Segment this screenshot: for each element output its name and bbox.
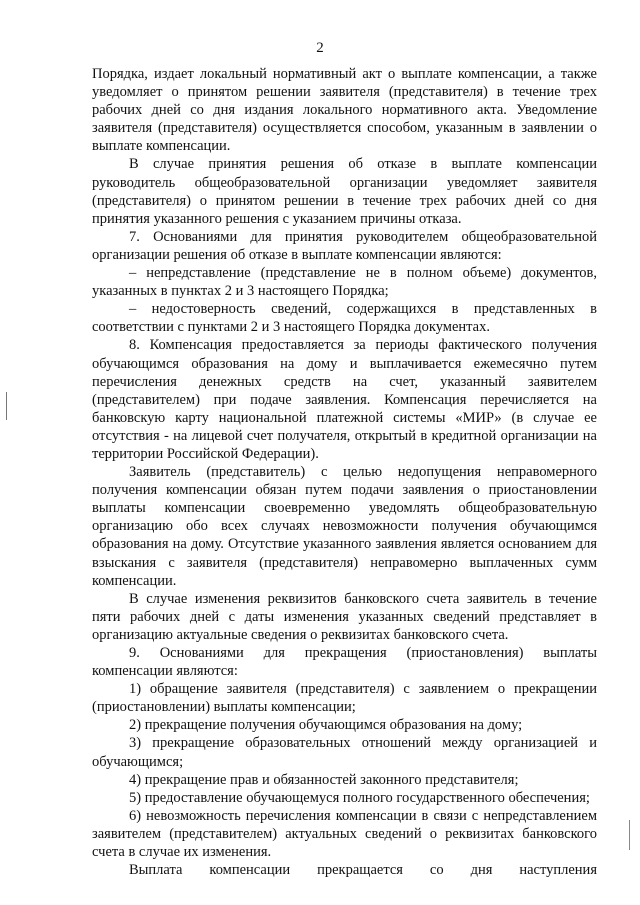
document-body <box>92 65 597 879</box>
scan-edge-mark-right <box>629 820 630 850</box>
paragraph-continuation: Порядка, издает локальный нормативный акт о выплате компенсации, а также уведомляет о принятом решении заявителя (представителя) в течение трех рабочих дней со дня издания локального нормативного акта. Уведомление заявителя (представителя) осуществляется способом, указанным в заявлении о выплате компенсации. <box>92 66 597 155</box>
list-item-2: 2) прекращение получения обучающимся образования на дому; <box>129 717 523 734</box>
list-item-3: 3) прекращение образовательных отношений между организацией и обучающимся; <box>92 735 597 770</box>
list-item-6: 6) невозможность перечисления компенсации в связи с непредставлением заявителем (представителем) актуальных сведений о реквизитах банковского счета в случае их изменения. <box>92 807 597 861</box>
list-item-4: 4) прекращение прав и обязанностей законного представителя; <box>129 771 519 788</box>
page-number: 2 <box>316 40 324 56</box>
paragraph-section-8: 8. Компенсация предоставляется за периоды фактического получения обучающимся образования на дому и выплачивается ежемесячно путем перечисления денежных средств на счет, указанный заявителем (представителем) при подаче заявления. Компенсация перечисляется на банковскую карту национальной платежной системы «МИР» (в случае ее отсутствия - на лицевой счет получателя, открытый в кредитной организации на территории Российской Федерации). <box>92 337 597 462</box>
list-item-non-submission: – непредставление (представление не в полном объеме) документов, указанных в пунктах 2 и 3 настоящего Порядка; <box>92 265 597 300</box>
scan-edge-mark <box>6 392 7 420</box>
paragraph-section-7: 7. Основаниями для принятия руководителем общеобразовательной организации решения об отказе в выплате компенсации являются: <box>92 228 597 263</box>
list-item-5: 5) предоставление обучающемуся полного государственного обеспечения; <box>129 789 590 806</box>
paragraph-section-9: 9. Основаниями для прекращения (приостановления) выплаты компенсации являются: <box>92 645 597 680</box>
paragraph-payment-termination: Выплата компенсации прекращается со дня наступления <box>129 862 597 879</box>
list-item-1: 1) обращение заявителя (представителя) с заявлением о прекращении (приостановлении) выплаты компенсации; <box>92 681 597 716</box>
paragraph-bank-details-change: В случае изменения реквизитов банковского счета заявитель в течение пяти рабочих дней с даты изменения указанных сведений представляет в организацию актуальные сведения о реквизитах банковского счета. <box>92 590 597 643</box>
paragraph-refusal-notice: В случае принятия решения об отказе в выплате компенсации руководитель общеобразовательной организации уведомляет заявителя (представителя) о принятом решении в течение трех рабочих дней со дня принятия указанного решения с указанием причины отказа. <box>92 156 597 227</box>
list-item-unreliable-info: – недостоверность сведений, содержащихся в представленных в соответствии с пунктами 2 и 3 настоящего Порядка документах. <box>92 301 597 336</box>
paragraph-applicant-obligation: Заявитель (представитель) с целью недопущения неправомерного получения компенсации обязан путем подачи заявления о приостановлении выплаты компенсации своевременно уведомлять общеобразовательную организацию обо всех случаях невозможности получения обучающимся образования на дому. Отсутствие указанного заявления является основанием для взыскания с заявителя (представителя) неправомерно выплаченных сумм компенсации. <box>92 464 597 589</box>
